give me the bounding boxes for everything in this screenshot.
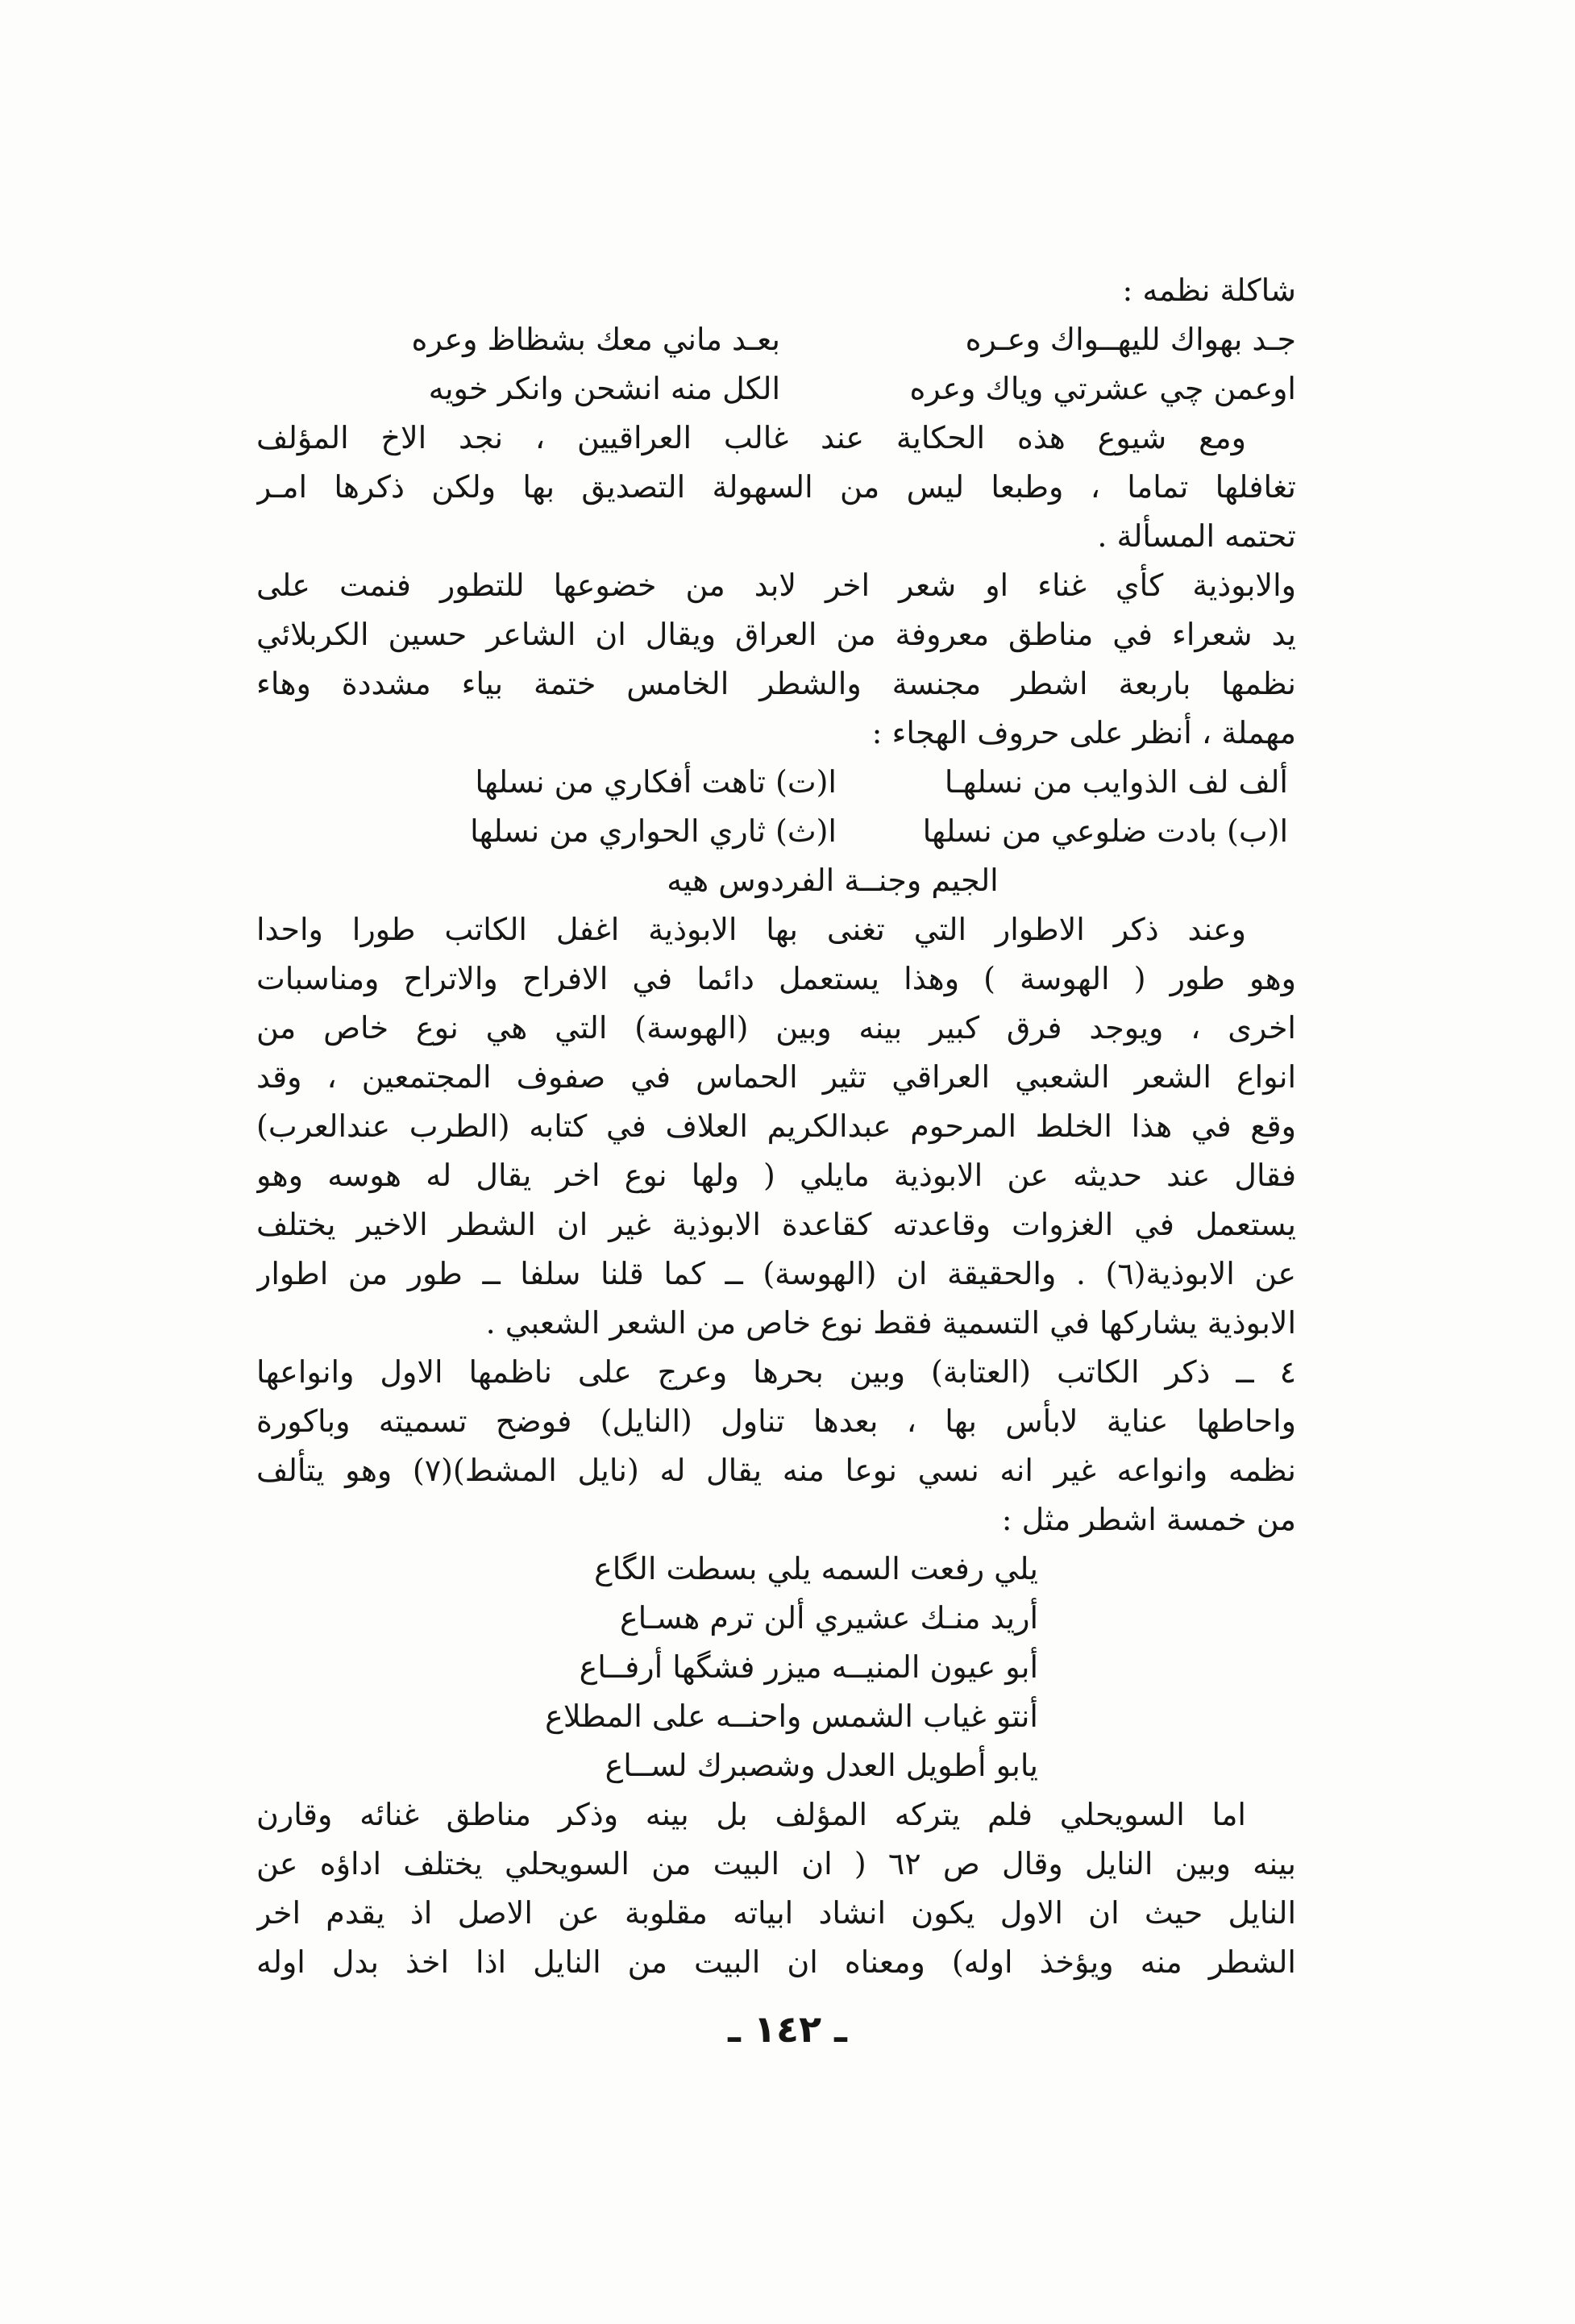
poem-closing-line: الجيم وجنــة الفردوس هيه [667, 863, 999, 898]
verse-hemistich-right: جـد بهواك لليهــواك وعـره [965, 322, 1296, 357]
text-line: وعند ذكر الاطوار التي تغنى بها الابوذية اغفل الكاتب طورا واحدا [256, 912, 1246, 947]
text-line: وقع في هذا الخلط المرحوم عبدالكريم العلاف في كتابه (الطرب عندالعرب) [256, 1108, 1296, 1144]
text-line: الابوذية يشاركها في التسمية فقط نوع خاص من الشعر الشعبي . [485, 1305, 1296, 1341]
text-line: بينه وبين النايل وقال ص ٦٢ ( ان البيت من السويحلي يختلف اداؤه عن [256, 1846, 1296, 1881]
text-line: ومع شيوع هذه الحكاية عند غالب العراقيين ، نجد الاخ المؤلف [256, 420, 1246, 455]
body-text [256, 266, 1296, 1987]
text-line: ٤ ــ ذكر الكاتب (العتابة) وبين بحرها وعرج على ناظمها الاول وانواعها [256, 1354, 1296, 1390]
text-line: تغافلها تماما ، وطبعا ليس من السهولة التصديق بها ولكن ذكرها امـر [256, 469, 1296, 505]
text-line: وهو طور ( الهوسة ) وهذا يستعمل دائما في الافراح والاتراح ومناسبات [256, 961, 1296, 996]
poem-line: أريد منـك عشيري ألن ترم هسـاع [619, 1600, 1038, 1636]
poem-couplet [256, 315, 1296, 364]
text-line: اخرى ، ويوجد فرق كبير بينه وبين (الهوسة) التي هي نوع خاص من [256, 1010, 1296, 1046]
verse-hemistich-left: بعـد ماني معك بشظاظ وعره [411, 322, 780, 357]
text-line: واحاطها عناية لابأس بها ، بعدها تناول (النايل) فوضح تسميته وباكورة [256, 1403, 1296, 1439]
verse-hemistich-right: ألف لف الذوايب من نسلهـا [944, 764, 1288, 800]
text-line: شاكلة نظمه : [1122, 272, 1296, 308]
text-line: مهملة ، أنظر على حروف الهجاء : [871, 715, 1296, 750]
page-number: ـ ١٤٢ ـ [728, 2007, 847, 2051]
poem-line: أنتو غياب الشمس واحنــه على المطلاع [545, 1698, 1038, 1734]
text-line: نظمه وانواعه غير انه نسي نوعا منه يقال له (نايل المشط)(٧) وهو يتألف [256, 1453, 1296, 1488]
text-line: نظمها باربعة اشطر مجنسة والشطر الخامس ختمة بياء مشددة وهاء [256, 666, 1296, 701]
verse-hemistich-left: ا(ث) ثاري الحواري من نسلها [470, 813, 837, 849]
text-line: فقال عند حديثه عن الابوذية مايلي ( ولها نوع اخر يقال له هوسه وهو [256, 1158, 1296, 1193]
text-line: يد شعراء في مناطق معروفة من العراق ويقال ان الشاعر حسين الكربلائي [256, 617, 1296, 652]
verse-hemistich-left: الكل منه انشحن وانكر خويه [428, 371, 780, 406]
text-line: النايل حيث ان الاول يكون انشاد ابياته مقلوبة عن الاصل اذ يقدم اخر [256, 1895, 1296, 1931]
verse-hemistich-right: ا(ب) بادت ضلوعي من نسلها [922, 813, 1288, 849]
poem-couplet [256, 364, 1296, 414]
text-line: تحتمه المسألة . [1097, 518, 1296, 554]
verse-hemistich-right: اوعمن چي عشرتي وياك وعره [909, 371, 1296, 406]
poem-line: أبو عيون المنيــه ميزر فشگها أرفــاع [579, 1649, 1038, 1685]
text-line: انواع الشعر الشعبي العراقي تثير الحماس في صفوف المجتمعين ، وقد [256, 1059, 1296, 1095]
text-line: الشطر منه ويؤخذ اوله) ومعناه ان البيت من النايل اذا اخذ بدل اوله [256, 1944, 1296, 1980]
poem-couplet [256, 807, 1296, 856]
verse-hemistich-left: ا(ت) تاهت أفكاري من نسلها [475, 764, 837, 800]
text-line: اما السويحلي فلم يتركه المؤلف بل بينه وذكر مناطق غنائه وقارن [256, 1797, 1246, 1832]
text-line: عن الابوذية(٦) . والحقيقة ان (الهوسة) ــ كما قلنا سلفا ــ طور من اطوار [256, 1256, 1296, 1291]
poem-line: يلي رفعت السمه يلي بسطت الگاع [594, 1551, 1038, 1586]
text-line: يستعمل في الغزوات وقاعدته كقاعدة الابوذية غير ان الشطر الاخير يختلف [256, 1207, 1296, 1242]
text-line: من خمسة اشطر مثل : [1001, 1502, 1296, 1537]
text-line: والابوذية كأي غناء او شعر اخر لابد من خضوعها للتطور فنمت على [256, 567, 1296, 603]
poem-couplet [256, 758, 1296, 807]
poem-line: يابو أطويل العدل وشصبرك لســاع [605, 1748, 1038, 1783]
